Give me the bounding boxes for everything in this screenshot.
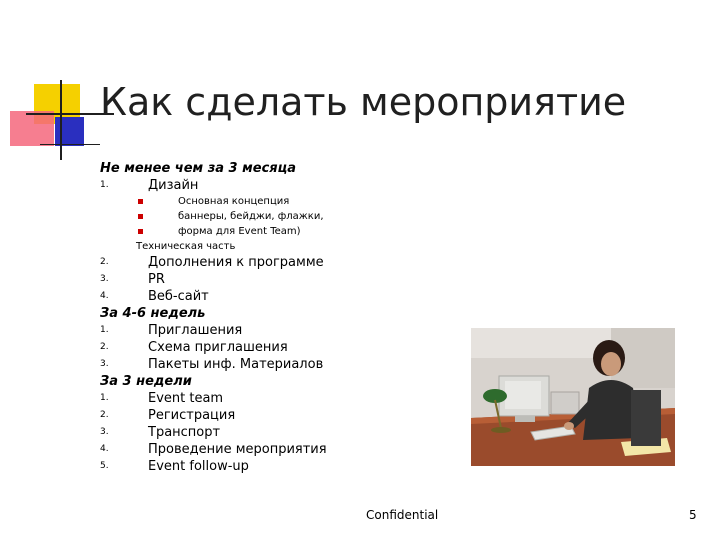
list-item bbox=[100, 322, 460, 339]
item-text: Регистрация bbox=[148, 408, 236, 423]
item-text: PR bbox=[148, 272, 165, 287]
item-text: Дополнения к программе bbox=[148, 255, 324, 270]
item-number: 5. bbox=[100, 461, 109, 471]
item-text: Event team bbox=[148, 391, 224, 406]
item-number: 1. bbox=[100, 325, 109, 335]
item-text: Схема приглашения bbox=[148, 340, 288, 355]
section-heading: За 3 недели bbox=[100, 374, 192, 389]
sub-note-text: Техническая часть bbox=[136, 241, 236, 252]
item-number: 2. bbox=[100, 257, 109, 267]
bullet-square-icon bbox=[138, 229, 143, 234]
list-item bbox=[100, 356, 460, 373]
sub-note bbox=[100, 239, 460, 254]
list-item bbox=[100, 254, 460, 271]
list-item bbox=[100, 458, 460, 475]
sub-item-text: Основная концепция bbox=[178, 196, 290, 207]
item-text: Веб-сайт bbox=[148, 289, 209, 304]
list-item bbox=[100, 407, 460, 424]
decor-vertical-line bbox=[60, 80, 62, 160]
list-item bbox=[100, 441, 460, 458]
office-worker-photo bbox=[471, 328, 675, 466]
item-text: Event follow-up bbox=[148, 459, 249, 474]
list-item bbox=[100, 339, 460, 356]
footer-confidential: Confidential bbox=[366, 508, 439, 522]
slide-content bbox=[100, 160, 460, 475]
item-number: 1. bbox=[100, 180, 109, 190]
item-number: 2. bbox=[100, 342, 109, 352]
item-number: 4. bbox=[100, 444, 109, 454]
item-number: 3. bbox=[100, 359, 109, 369]
item-text: Транспорт bbox=[148, 425, 221, 440]
item-number: 2. bbox=[100, 410, 109, 420]
sub-item-text: баннеры, бейджи, флажки, bbox=[178, 211, 324, 222]
list-item bbox=[100, 288, 460, 305]
item-text: Дизайн bbox=[148, 178, 199, 193]
office-worker-illustration bbox=[471, 328, 675, 466]
footer-page-number: 5 bbox=[689, 508, 697, 522]
item-text: Приглашения bbox=[148, 323, 243, 338]
item-number: 3. bbox=[100, 274, 109, 284]
sub-item-text: форма для Event Team) bbox=[178, 226, 301, 237]
decor-red-square bbox=[10, 111, 54, 146]
list-item bbox=[100, 177, 460, 194]
item-number: 1. bbox=[100, 393, 109, 403]
bullet-square-icon bbox=[138, 214, 143, 219]
item-number: 3. bbox=[100, 427, 109, 437]
slide-title: Как сделать мероприятие bbox=[100, 80, 627, 124]
list-item bbox=[100, 390, 460, 407]
item-number: 4. bbox=[100, 291, 109, 301]
item-text: Проведение мероприятия bbox=[148, 442, 327, 457]
bullet-square-icon bbox=[138, 199, 143, 204]
sub-list-item bbox=[100, 209, 460, 224]
sub-list-item bbox=[100, 224, 460, 239]
sub-list-item bbox=[100, 194, 460, 209]
item-text: Пакеты инф. Материалов bbox=[148, 357, 324, 372]
list-item bbox=[100, 271, 460, 288]
decor-horizontal-line-short bbox=[40, 144, 100, 145]
section-heading: За 4-6 недель bbox=[100, 306, 206, 321]
list-item bbox=[100, 424, 460, 441]
section-heading: Не менее чем за 3 месяца bbox=[100, 161, 297, 176]
